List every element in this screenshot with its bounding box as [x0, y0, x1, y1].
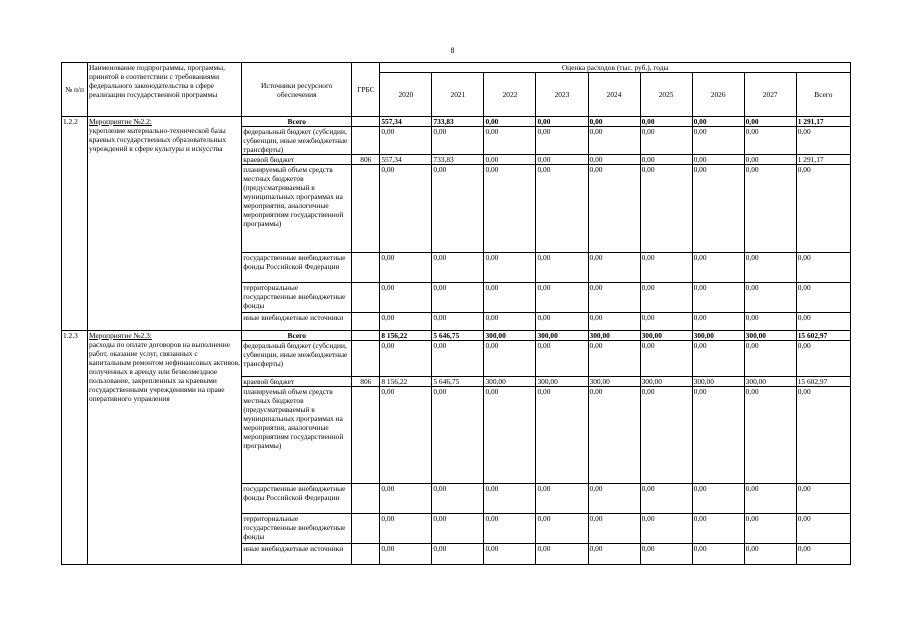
section-name [88, 117, 242, 331]
value-cell: 0,00 [588, 514, 640, 544]
value-cell: 5 646,75 [432, 377, 484, 387]
funding-source: территориальные государственные внебюджетные фонды [242, 283, 352, 313]
header-year: 2026 [692, 73, 744, 117]
header-year: Всего [796, 73, 850, 117]
value-cell: 733,83 [432, 117, 484, 127]
value-cell: 0,00 [588, 544, 640, 565]
value-cell: 0,00 [432, 544, 484, 565]
value-cell: 0,00 [640, 387, 692, 484]
value-cell: 300,00 [692, 377, 744, 387]
value-cell: 0,00 [432, 387, 484, 484]
value-cell: 300,00 [588, 377, 640, 387]
value-cell: 0,00 [588, 253, 640, 283]
value-cell: 1 291,17 [796, 155, 850, 165]
value-cell: 0,00 [744, 544, 796, 565]
table-row [62, 117, 851, 127]
value-cell: 0,00 [796, 165, 850, 253]
value-cell: 0,00 [796, 484, 850, 514]
value-cell: 8 156,22 [380, 377, 432, 387]
value-cell: 0,00 [796, 313, 850, 331]
grbs-code [352, 544, 380, 565]
value-cell: 300,00 [640, 377, 692, 387]
value-cell: 0,00 [484, 117, 536, 127]
value-cell: 0,00 [640, 165, 692, 253]
funding-source: краевой бюджет [242, 155, 352, 165]
section-number: 1.2.2 [62, 117, 88, 331]
funding-source: Всего [242, 331, 352, 341]
section-number: 1.2.3 [62, 331, 88, 565]
value-cell: 0,00 [380, 484, 432, 514]
value-cell: 0,00 [692, 387, 744, 484]
value-cell: 0,00 [796, 514, 850, 544]
value-cell: 557,34 [380, 117, 432, 127]
header-year: 2022 [484, 73, 536, 117]
value-cell: 15 602,97 [796, 331, 850, 341]
value-cell: 300,00 [640, 331, 692, 341]
value-cell: 300,00 [484, 331, 536, 341]
header-year: 2025 [640, 73, 692, 117]
value-cell: 0,00 [744, 155, 796, 165]
value-cell: 0,00 [536, 484, 588, 514]
value-cell: 0,00 [484, 484, 536, 514]
value-cell: 0,00 [744, 484, 796, 514]
funding-source: Всего [242, 117, 352, 127]
value-cell: 0,00 [640, 484, 692, 514]
header-year: 2024 [588, 73, 640, 117]
value-cell: 0,00 [432, 127, 484, 155]
value-cell: 300,00 [588, 331, 640, 341]
funding-source: федеральный бюджет (субсидии, субвенции, иные межбюджетные трансферты) [242, 127, 352, 155]
value-cell: 0,00 [484, 387, 536, 484]
value-cell: 0,00 [588, 165, 640, 253]
value-cell: 0,00 [640, 155, 692, 165]
value-cell: 0,00 [380, 544, 432, 565]
header-year: 2027 [744, 73, 796, 117]
value-cell: 0,00 [484, 313, 536, 331]
page-number: 8 [450, 46, 455, 55]
value-cell: 0,00 [588, 117, 640, 127]
value-cell: 0,00 [744, 313, 796, 331]
value-cell: 0,00 [380, 165, 432, 253]
funding-source: территориальные государственные внебюджетные фонды [242, 514, 352, 544]
value-cell: 0,00 [640, 341, 692, 377]
value-cell: 0,00 [588, 283, 640, 313]
header-sources: Источники ресурсного обеспечения [242, 63, 352, 117]
value-cell: 0,00 [588, 313, 640, 331]
value-cell: 0,00 [484, 544, 536, 565]
value-cell: 0,00 [536, 283, 588, 313]
header-num: № п/п [62, 63, 88, 117]
header-estimate: Оценка расходов (тыс. руб.), годы [380, 63, 851, 73]
value-cell: 0,00 [744, 283, 796, 313]
value-cell: 0,00 [432, 514, 484, 544]
value-cell: 0,00 [796, 127, 850, 155]
value-cell: 0,00 [588, 484, 640, 514]
section-description: укрепление материально-технической базы краевых государственных образовательных учреждений в сфере культуры и искусства [89, 126, 227, 153]
value-cell: 0,00 [796, 544, 850, 565]
value-cell: 300,00 [484, 377, 536, 387]
header-year: 2020 [380, 73, 432, 117]
section-name [88, 331, 242, 565]
value-cell: 0,00 [588, 341, 640, 377]
value-cell: 300,00 [536, 377, 588, 387]
value-cell: 0,00 [692, 313, 744, 331]
grbs-code [352, 117, 380, 127]
grbs-code [352, 341, 380, 377]
value-cell: 0,00 [536, 544, 588, 565]
header-name: Наименование подпрограммы, программы, принятой в соответствии с требованиями федерального законодательства в сфере реализации государственной программы [88, 63, 242, 117]
value-cell: 557,34 [380, 155, 432, 165]
value-cell: 0,00 [692, 341, 744, 377]
value-cell: 0,00 [432, 283, 484, 313]
value-cell: 0,00 [692, 155, 744, 165]
value-cell: 0,00 [536, 341, 588, 377]
value-cell: 0,00 [744, 514, 796, 544]
value-cell: 0,00 [588, 155, 640, 165]
funding-source: государственные внебюджетные фонды Российской Федерации [242, 253, 352, 283]
value-cell: 15 602,97 [796, 377, 850, 387]
value-cell: 0,00 [744, 387, 796, 484]
funding-source: иные внебюджетные источники [242, 313, 352, 331]
funding-source: федеральный бюджет (субсидии, субвенции, иные межбюджетные трансферты) [242, 341, 352, 377]
value-cell: 0,00 [692, 165, 744, 253]
header-year: 2021 [432, 73, 484, 117]
value-cell: 0,00 [536, 127, 588, 155]
funding-source: планируемый объем средств местных бюджетов (предусматриваемый в муниципальных программах на мероприятия, аналогичные мероприятиям государственной программы) [242, 387, 352, 484]
grbs-code [352, 283, 380, 313]
table-body [62, 117, 851, 565]
value-cell: 0,00 [432, 313, 484, 331]
value-cell: 0,00 [380, 253, 432, 283]
value-cell: 0,00 [796, 253, 850, 283]
value-cell: 0,00 [432, 253, 484, 283]
value-cell: 0,00 [484, 165, 536, 253]
value-cell: 0,00 [796, 283, 850, 313]
value-cell: 0,00 [692, 127, 744, 155]
value-cell: 0,00 [380, 313, 432, 331]
table-row [62, 331, 851, 341]
value-cell: 0,00 [432, 484, 484, 514]
funding-source: планируемый объем средств местных бюджетов (предусматриваемый в муниципальных программах на мероприятия, аналогичные мероприятиям государственной программы) [242, 165, 352, 253]
value-cell: 0,00 [484, 283, 536, 313]
budget-table [61, 62, 851, 565]
value-cell: 0,00 [796, 341, 850, 377]
value-cell: 0,00 [380, 127, 432, 155]
section-title: Мероприятие №2.3: [89, 331, 152, 340]
grbs-code [352, 484, 380, 514]
value-cell: 0,00 [536, 165, 588, 253]
value-cell: 300,00 [536, 331, 588, 341]
value-cell: 300,00 [744, 331, 796, 341]
value-cell: 0,00 [796, 387, 850, 484]
header-grbs: ГРБС [352, 63, 380, 117]
grbs-code [352, 127, 380, 155]
value-cell: 300,00 [692, 331, 744, 341]
grbs-code [352, 387, 380, 484]
grbs-code [352, 253, 380, 283]
value-cell: 0,00 [588, 387, 640, 484]
section-description: расходы по оплате договоров на выполнение работ, оказание услуг, связанных с капитальным ремонтом нефинансовых активов, полученных в аренду или безвозмездное пользование, закрепленных за краевыми государственными учреждениями на праве оперативного управления [89, 340, 240, 403]
value-cell: 0,00 [744, 165, 796, 253]
value-cell: 0,00 [536, 155, 588, 165]
value-cell: 0,00 [380, 514, 432, 544]
grbs-code: 806 [352, 377, 380, 387]
table-header [62, 63, 851, 117]
value-cell: 0,00 [484, 514, 536, 544]
funding-source: государственные внебюджетные фонды Российской Федерации [242, 484, 352, 514]
grbs-code [352, 313, 380, 331]
value-cell: 0,00 [640, 544, 692, 565]
value-cell: 0,00 [432, 165, 484, 253]
value-cell: 0,00 [744, 127, 796, 155]
value-cell: 0,00 [536, 387, 588, 484]
value-cell: 0,00 [640, 253, 692, 283]
value-cell: 0,00 [588, 127, 640, 155]
value-cell: 0,00 [484, 341, 536, 377]
value-cell: 0,00 [432, 341, 484, 377]
value-cell: 0,00 [640, 283, 692, 313]
value-cell: 5 646,75 [432, 331, 484, 341]
section-title: Мероприятие №2.2: [89, 117, 152, 126]
value-cell: 1 291,17 [796, 117, 850, 127]
value-cell: 0,00 [536, 313, 588, 331]
value-cell: 0,00 [536, 253, 588, 283]
value-cell: 0,00 [692, 283, 744, 313]
grbs-code [352, 514, 380, 544]
value-cell: 0,00 [692, 514, 744, 544]
value-cell: 0,00 [744, 253, 796, 283]
value-cell: 0,00 [640, 117, 692, 127]
value-cell: 0,00 [640, 127, 692, 155]
value-cell: 0,00 [744, 117, 796, 127]
value-cell: 0,00 [380, 283, 432, 313]
value-cell: 0,00 [640, 313, 692, 331]
value-cell: 0,00 [640, 514, 692, 544]
grbs-code [352, 331, 380, 341]
value-cell: 0,00 [692, 117, 744, 127]
value-cell: 0,00 [692, 544, 744, 565]
value-cell: 733,83 [432, 155, 484, 165]
value-cell: 300,00 [744, 377, 796, 387]
value-cell: 0,00 [380, 341, 432, 377]
value-cell: 0,00 [380, 387, 432, 484]
value-cell: 0,00 [484, 155, 536, 165]
grbs-code [352, 165, 380, 253]
value-cell: 8 156,22 [380, 331, 432, 341]
funding-source: иные внебюджетные источники [242, 544, 352, 565]
grbs-code: 806 [352, 155, 380, 165]
value-cell: 0,00 [744, 341, 796, 377]
value-cell: 0,00 [692, 484, 744, 514]
value-cell: 0,00 [536, 117, 588, 127]
value-cell: 0,00 [484, 127, 536, 155]
value-cell: 0,00 [536, 514, 588, 544]
funding-source: краевой бюджет [242, 377, 352, 387]
header-year: 2023 [536, 73, 588, 117]
value-cell: 0,00 [484, 253, 536, 283]
value-cell: 0,00 [692, 253, 744, 283]
